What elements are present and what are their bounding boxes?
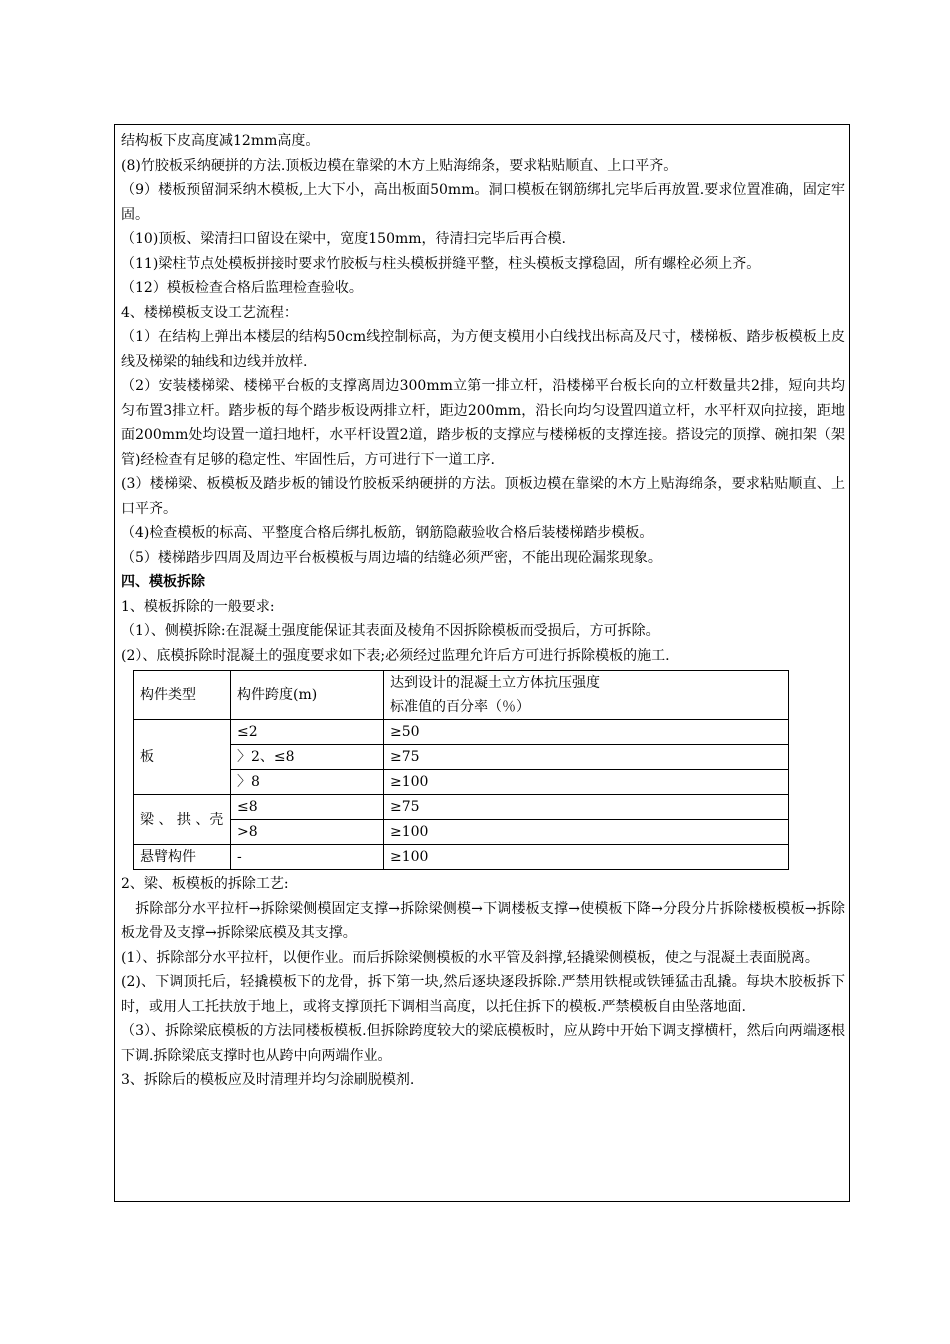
paragraph: （3）、拆除梁底模板的方法同楼板模板.但拆除跨度较大的梁底模板时，应从跨中开始下调支撑横杆，然后向两端逐根下调.拆除梁底支撑时也从跨中向两端作业。 (121, 1023, 845, 1064)
paragraph: 2、梁、板模板的拆除工艺: (121, 876, 289, 892)
paragraph: （11)梁柱节点处模板拼接时要求竹胶板与柱头模板拼缝平整，柱头模板支撑稳固，所有螺栓必须上齐。 (121, 255, 761, 272)
cell-strength: ≥75 (384, 795, 789, 820)
paragraph: (8)竹胶板采纳硬拼的方法.顶板边模在靠梁的木方上贴海绵条，要求粘贴顺直、上口平齐。 (121, 157, 678, 174)
cell-strength: ≥100 (384, 820, 789, 845)
paragraph: (1）、拆除部分水平拉杆，以便作业。而后拆除梁侧模板的水平管及斜撑,轻撬梁侧模板，使之与混凝土表面脱离。 (121, 949, 819, 966)
document-body (121, 129, 845, 1093)
cell-span: >8 (231, 820, 384, 845)
paragraph: 3、拆除后的模板应及时清理并均匀涂刷脱模剂. (121, 1072, 415, 1088)
paragraph: （4)检查模板的标高、平整度合格后绑扎板筋，钢筋隐蔽验收合格后装楼梯踏步模板。 (121, 525, 654, 541)
paragraph: （1）在结构上弹出本楼层的结构50cm线控制标高，为方便支模用小白线找出标高及尺寸，楼梯板、踏步板模板上皮线及梯梁的轴线和边线并放样. (121, 329, 845, 370)
cell-strength: ≥50 (384, 720, 789, 745)
header-type: 构件类型 (134, 671, 231, 720)
table-row (134, 770, 789, 795)
paragraph: 拆除部分水平拉杆→拆除梁侧模固定支撑→拆除梁侧模→下调楼板支撑→使模板下降→分段分片拆除楼板模板→拆除板龙骨及支撑→拆除梁底模及其支撑。 (121, 900, 845, 941)
cell-member-type: 悬臂构件 (134, 845, 231, 870)
paragraph: （2）安装楼梯梁、楼梯平台板的支撑离周边300mm立第一排立杆，沿楼梯平台板长向的立杆数量共2排，短向共均匀布置3排立杆。踏步板的每个踏步板设两排立杆，距边200mm，沿长向均匀设置四道立杆，水平杆双向拉接，距地面200mm处均设置一道扫地杆，水平杆设置2道，踏步板的支撑应与楼梯板的支撑连接。搭设完的顶撑、碗扣架（架管)经检查有足够的稳定性、牢固性后，方可进行下一道工序. (121, 378, 845, 468)
paragraph: 结构板下皮高度减12mm高度。 (121, 133, 320, 149)
paragraph: 4、楼梯模板支设工艺流程： (121, 304, 298, 321)
strength-table (133, 670, 789, 870)
table-row (134, 745, 789, 770)
cell-member-type: 板 (134, 720, 231, 795)
cell-span: ≤8 (231, 795, 384, 820)
cell-strength: ≥100 (384, 770, 789, 795)
paragraph: 1、模板拆除的一般要求: (121, 598, 275, 615)
header-span: 构件跨度(m) (231, 671, 384, 720)
paragraph: (2)、下调顶托后，轻撬模板下的龙骨，拆下第一块,然后逐块逐段拆除.严禁用铁棍或铁锤猛击乱撬。每块木胶板拆下时，或用人工托扶放于地上，或将支撑顶托下调相当高度，以托住拆下的模板.严禁模板自由坠落地面. (121, 974, 845, 1015)
paragraph: （1）、侧模拆除:在混凝土强度能保证其表面及棱角不因拆除模板而受损后，方可拆除。 (121, 623, 660, 639)
paragraph: (3）楼梯梁、板模板及踏步板的铺设竹胶板采纳硬拼的方法。顶板边模在靠梁的木方上贴海绵条，要求粘贴顺直、上口平齐。 (121, 476, 845, 517)
paragraph: （10)顶板、梁清扫口留设在梁中，宽度150mm，待清扫完毕后再合模. (121, 231, 566, 247)
header-strength-line2: 标准值的百分率（％） (390, 699, 530, 715)
table-row (134, 795, 789, 820)
paragraph: （5）楼梯踏步四周及周边平台板模板与周边墙的结缝必须严密，不能出现砼漏浆现象。 (121, 549, 662, 566)
cell-span: 〉2、≤8 (231, 745, 384, 770)
paragraph: （12）模板检查合格后监理检查验收。 (121, 280, 363, 296)
cell-span: - (231, 845, 384, 870)
header-strength-line1: 达到设计的混凝土立方体抗压强度 (390, 675, 600, 691)
section-before-table (121, 129, 845, 668)
cell-strength: ≥100 (384, 845, 789, 870)
table-row (134, 820, 789, 845)
paragraph: （9）楼板预留洞采纳木模板,上大下小，高出板面50mm。洞口模板在钢筋绑扎完毕后再放置.要求位置准确，固定牢固。 (121, 182, 845, 223)
table-row (134, 845, 789, 870)
section-after-table (121, 872, 845, 1093)
cell-member-type: 梁 、 拱 、壳 (134, 795, 231, 845)
cell-span: 〉8 (231, 770, 384, 795)
paragraph: (2）、底模拆除时混凝土的强度要求如下表;必须经过监理允许后方可进行拆除模板的施工. (121, 647, 670, 664)
table-row (134, 720, 789, 745)
section-heading: 四、模板拆除 (121, 574, 205, 590)
cell-span: ≤2 (231, 720, 384, 745)
table-header-row (134, 671, 789, 720)
cell-strength: ≥75 (384, 745, 789, 770)
header-strength (384, 671, 789, 720)
